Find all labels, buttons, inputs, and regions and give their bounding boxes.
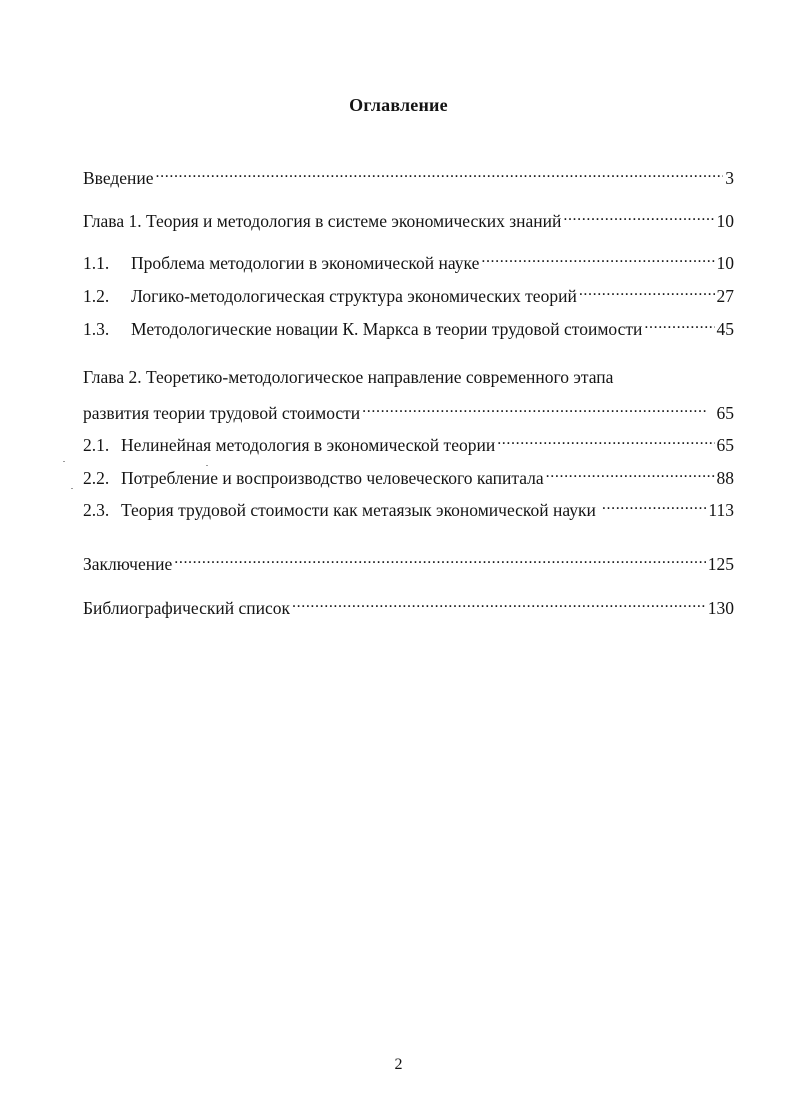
toc-entry-page: 45 — [716, 319, 734, 339]
toc-entry-section-2-1[interactable] — [83, 429, 734, 456]
toc-entry-page: 130 — [707, 598, 734, 618]
dot-leader — [579, 280, 715, 302]
dot-leader — [644, 313, 714, 335]
toc-entry-number: 1.3. — [83, 319, 110, 339]
toc-entry-label: Нелинейная методология в экономической теории — [121, 435, 496, 455]
toc-entry-label: развития теории трудовой стоимости — [83, 403, 361, 423]
toc-entry-chapter-1[interactable] — [83, 205, 734, 232]
scan-speck — [206, 465, 208, 466]
dot-leader — [362, 397, 706, 419]
toc-entry-number: 2.2. — [83, 468, 110, 488]
dot-leader — [563, 205, 714, 227]
toc-entry-intro[interactable] — [83, 162, 734, 189]
toc-entry-bibliography[interactable] — [83, 592, 734, 619]
dot-leader — [497, 429, 714, 451]
dot-leader — [602, 494, 706, 516]
toc-entry-section-2-2[interactable] — [83, 462, 734, 489]
dot-leader — [481, 247, 714, 269]
toc-entry-section-2-3[interactable] — [83, 494, 734, 521]
page-number: 2 — [394, 1056, 403, 1073]
toc-entry-chapter-2-line-1[interactable]: Глава 2. Теоретико-методологическое направление современного этапа — [83, 367, 614, 387]
toc-entry-page: 65 — [716, 435, 734, 455]
toc-entry-label: Логико-методологическая структура экономических теорий — [131, 286, 577, 306]
toc-entry-label: Методологические новации К. Маркса в теории трудовой стоимости — [131, 319, 643, 339]
toc-entry-label: Теория трудовой стоимости как метаязык экономической науки — [121, 500, 596, 520]
toc-title: Оглавление — [349, 95, 448, 115]
toc-entry-number: 2.3. — [83, 500, 110, 520]
toc-entry-page: 113 — [708, 500, 734, 520]
toc-entry-page: 125 — [707, 554, 734, 574]
toc-entry-page: 10 — [716, 253, 734, 273]
toc-entry-page: 3 — [725, 168, 734, 188]
toc-entry-section-1-3[interactable] — [83, 313, 734, 340]
toc-entry-page: 27 — [716, 286, 734, 306]
toc-entry-label: Заключение — [83, 554, 173, 574]
toc-entry-label: Проблема методологии в экономической науке — [131, 253, 480, 273]
toc-entry-chapter-2[interactable] — [83, 397, 734, 424]
dot-leader — [546, 462, 715, 484]
toc-entry-number: 1.2. — [83, 286, 110, 306]
dot-leader — [156, 162, 724, 184]
toc-entry-page: 88 — [716, 468, 734, 488]
toc-entry-section-1-1[interactable] — [83, 247, 734, 274]
toc-entry-label: Потребление и воспроизводство человеческого капитала — [121, 468, 544, 488]
toc-entry-label: Глава 1. Теория и методология в системе экономических знаний — [83, 211, 562, 231]
toc-entry-page: 10 — [716, 211, 734, 231]
toc-entry-number: 2.1. — [83, 435, 110, 455]
scan-speck — [71, 488, 73, 489]
dot-leader — [174, 548, 706, 570]
scan-speck — [63, 461, 65, 462]
toc-entry-label: Библиографический список — [83, 598, 291, 618]
dot-leader — [292, 592, 706, 614]
toc-entry-number: 1.1. — [83, 253, 110, 273]
toc-entry-label: Введение — [83, 168, 154, 188]
toc-entry-page: 65 — [716, 403, 734, 423]
toc-entry-conclusion[interactable] — [83, 548, 734, 575]
toc-entry-section-1-2[interactable] — [83, 280, 734, 307]
